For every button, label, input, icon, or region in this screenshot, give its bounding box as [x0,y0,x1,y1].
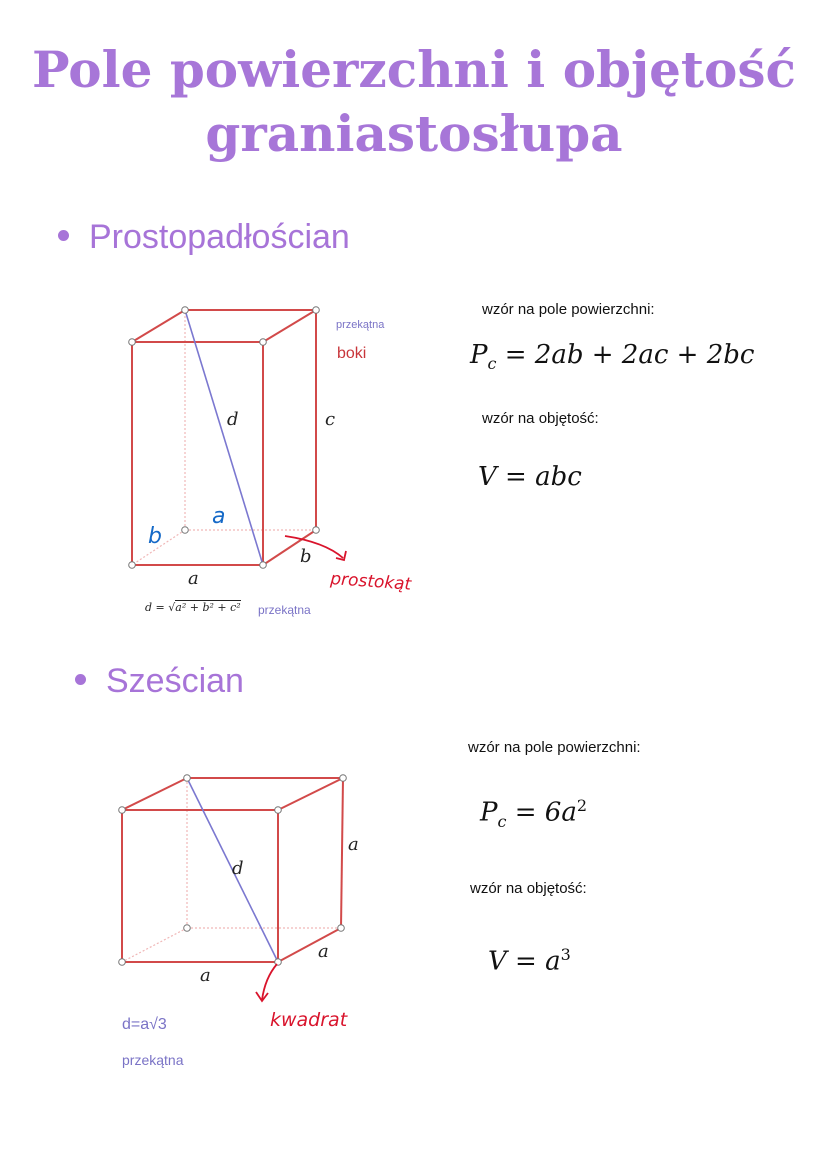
cube-vertex [340,775,347,782]
cuboid-diagonal-formula-radicand: a² + b² + c² [175,601,241,614]
cube-volume-formula [488,945,571,977]
bullet-icon [75,674,86,685]
cuboid-surface-label: wzór na pole powierzchni: [482,301,655,318]
cuboid-surface-formula [470,340,754,373]
cuboid-diagonal-caption: przekątna [258,603,311,617]
cube-label-a-right: a [348,834,359,855]
cuboid-label-a: a [188,568,199,589]
cube-vertex [184,775,191,782]
section-heading-cube [75,662,244,701]
cube-vertex [184,925,191,932]
cube-surface-formula [480,796,587,831]
cube-edge [122,778,187,810]
cube-volume-formula-lhs: V = a [488,946,561,977]
arrow-icon [262,964,277,1000]
cuboid-diagonal-formula [145,601,241,614]
cube-surface-formula-sup: 2 [576,796,588,815]
cuboid-label-d: d [227,409,239,430]
cuboid-vertex [182,527,189,534]
arrow-icon [285,536,343,558]
bullet-icon [58,230,69,241]
handwritten-b: b [148,524,162,549]
cube-surface-formula-lhs: P [480,797,498,828]
cube-volume-formula-sup: 3 [560,945,571,964]
cuboid-vertex [313,527,320,534]
cube-hidden-edge [122,928,187,962]
cuboid-edge [132,310,185,342]
cuboid-diagonal-formula-prefix: d = [145,601,165,614]
cuboid-vertex [182,307,189,314]
cube-diagonal-formula: d=a√3 [122,1016,167,1033]
cuboid-volume-formula: V = abc [478,462,582,492]
cuboid-edge [263,310,316,342]
cube-label-a-front: a [318,941,329,962]
cuboid-diagram [120,300,420,600]
cuboid-vertex [260,339,267,346]
cube-vertex [275,807,282,814]
section-heading-cuboid-text: Prostopadłościan [89,218,350,256]
cuboid-vertex [129,562,136,569]
cube-edge [278,928,341,962]
cuboid-volume-label: wzór na objętość: [482,410,599,427]
legend-diagonal: przekątna [336,319,385,331]
cuboid-label-c: c [325,409,336,430]
cube-edge [341,778,343,928]
cuboid-surface-formula-rhs: = 2ab + 2ac + 2bc [504,340,755,370]
cube-surface-label: wzór na pole powierzchni: [468,739,641,756]
cube-edge [278,778,343,810]
cube-label-a-bottom: a [200,965,211,986]
sqrt-icon: √ [168,601,176,614]
page-title-line-2: graniastosłupa [205,104,623,163]
handwritten-a: a [212,504,226,529]
section-heading-cube-text: Sześcian [106,662,244,700]
cube-surface-formula-rhs: = 6a [514,797,577,828]
cuboid-surface-formula-lhs: P [470,340,488,370]
cube-volume-label: wzór na objętość: [470,880,587,897]
cuboid-vertex [313,307,320,314]
handwritten-base-label: prostokąt [329,569,412,595]
cuboid-vertex [260,562,267,569]
cuboid-vertex [129,339,136,346]
cuboid-label-b: b [300,546,312,567]
cube-vertex [119,959,126,966]
cube-label-d: d [232,858,244,879]
cube-vertex [338,925,345,932]
section-heading-cuboid [58,218,350,257]
cuboid-surface-formula-sub: c [487,354,497,374]
cube-diagram [110,768,390,1048]
cube-vertex [119,807,126,814]
handwritten-base-label: kwadrat [270,1009,348,1031]
cube-diagonal-caption: przekątna [122,1052,184,1068]
page-title-line-1: Pole powierzchni i objętość [32,40,796,99]
cube-surface-formula-sub: c [497,811,507,831]
page-title [0,38,828,166]
legend-sides: boki [337,345,367,362]
